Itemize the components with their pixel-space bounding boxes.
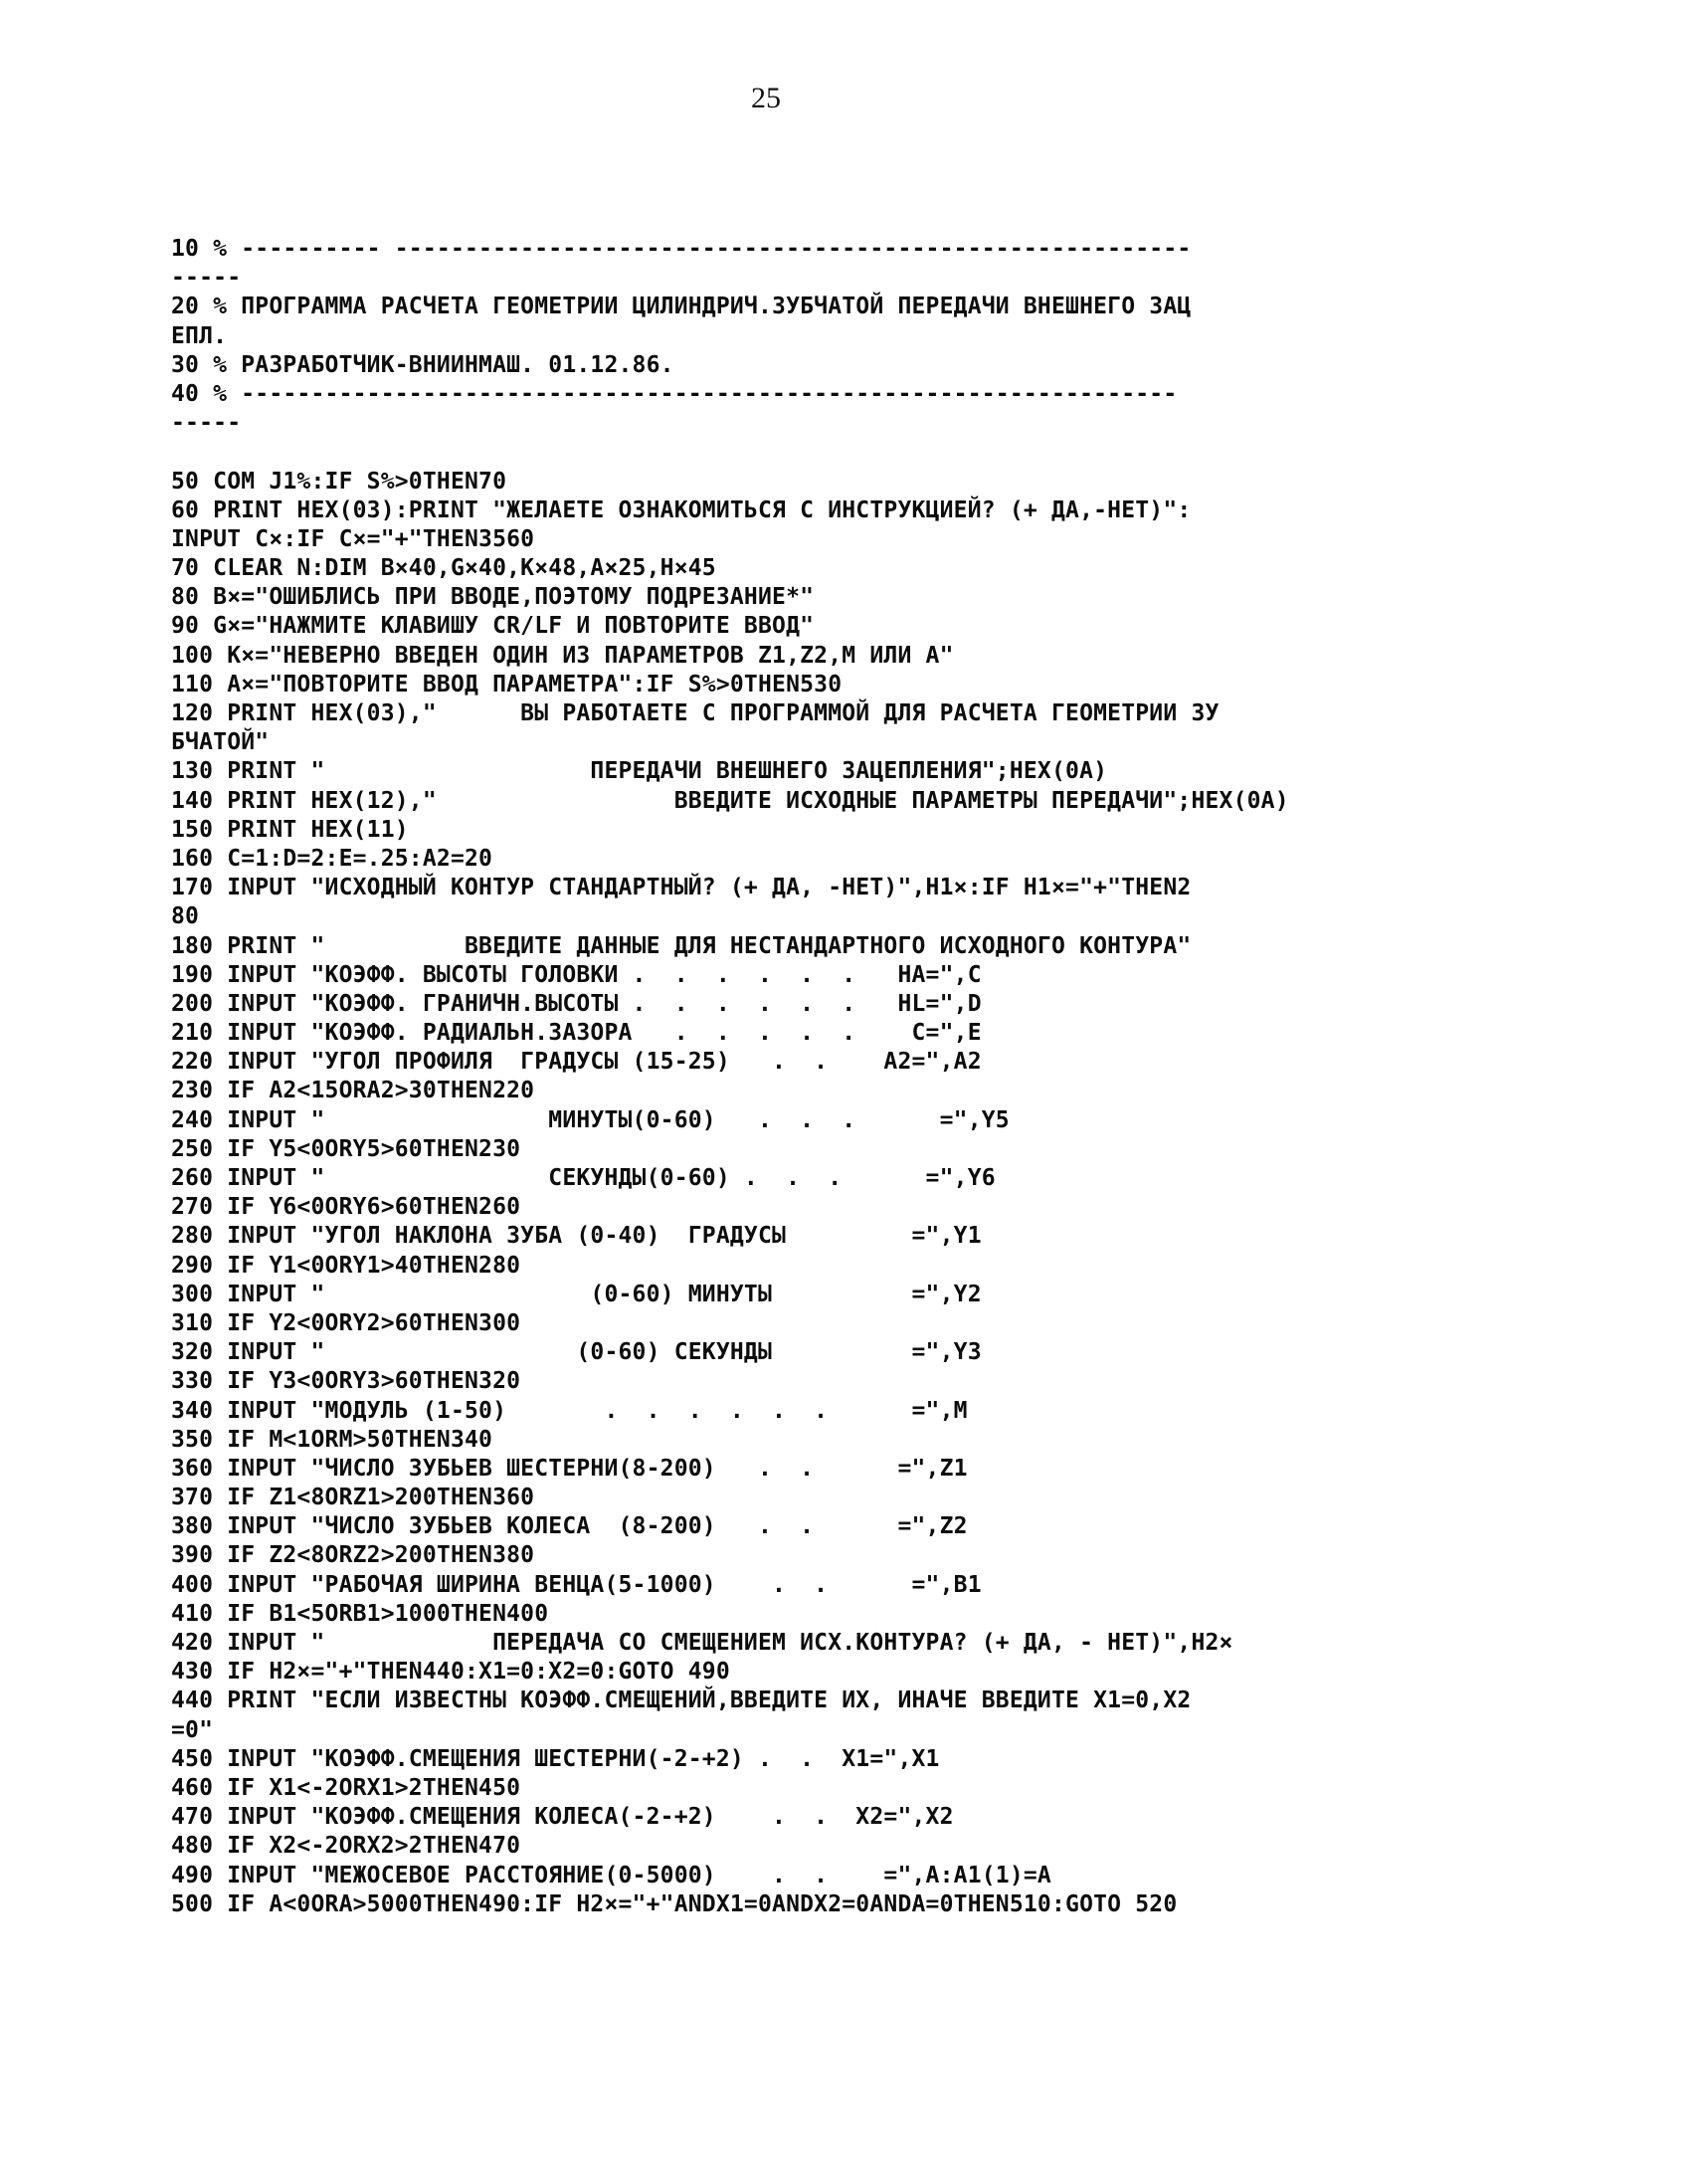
listing-line: 340 INPUT "МОДУЛЬ (1-50) . . . . . . =",M — [171, 1397, 968, 1424]
listing-line: 60 PRINT HEX(03):PRINT "ЖЕЛАЕТЕ ОЗНАКОМИТЬСЯ С ИНСТРУКЦИЕЙ? (+ ДА,-НЕТ)": — [171, 496, 1192, 523]
listing-line: ЕПЛ. — [171, 322, 228, 349]
listing-line: 170 INPUT "ИСХОДНЫЙ КОНТУР СТАНДАРТНЫЙ? (+ ДА, -НЕТ)",H1×:IF H1×="+"THEN2 — [171, 875, 1192, 901]
listing-line: 330 IF Y3<0ORY3>60THEN320 — [171, 1368, 521, 1395]
listing-line: =0" — [171, 1716, 214, 1743]
page-number: 25 — [751, 82, 781, 114]
listing-line: 10 % ---------- --------------------------------------------------------- — [171, 236, 1192, 262]
listing-line: 380 INPUT "ЧИСЛО ЗУБЬЕВ КОЛЕСА (8-200) . . =",Z2 — [171, 1513, 968, 1540]
listing-line: 220 INPUT "УГОЛ ПРОФИЛЯ ГРАДУСЫ (15-25) . . A2=",A2 — [171, 1049, 982, 1076]
listing-line: 270 IF Y6<0ORY6>60THEN260 — [171, 1194, 521, 1221]
program-listing — [171, 235, 1444, 1919]
listing-line: 120 PRINT HEX(03)," ВЫ РАБОТАЕТЕ С ПРОГРАММОЙ ДЛЯ РАСЧЕТА ГЕОМЕТРИИ ЗУ — [171, 700, 1220, 726]
listing-line: 240 INPUT " МИНУТЫ(0-60) . . . =",Y5 — [171, 1106, 1010, 1133]
listing-line: 360 INPUT "ЧИСЛО ЗУБЬЕВ ШЕСТЕРНИ(8-200) . . =",Z1 — [171, 1455, 968, 1482]
listing-line: 140 PRINT HEX(12)," ВВЕДИТЕ ИСХОДНЫЕ ПАРАМЕТРЫ ПЕРЕДАЧИ";HEX(0A) — [171, 787, 1289, 814]
listing-line: ----- — [171, 410, 242, 437]
listing-line — [171, 438, 1444, 467]
listing-line: 260 INPUT " СЕКУНДЫ(0-60) . . . =",Y6 — [171, 1165, 996, 1191]
listing-line: 70 CLEAR N:DIM B×40,G×40,K×48,A×25,H×45 — [171, 555, 716, 582]
listing-line: 410 IF B1<5ORB1>1000THEN400 — [171, 1600, 549, 1627]
listing-line: 250 IF Y5<0ORY5>60THEN230 — [171, 1135, 521, 1162]
listing-line: 420 INPUT " ПЕРЕДАЧА СО СМЕЩЕНИЕМ ИСХ.КОНТУРА? (+ ДА, - НЕТ)",H2× — [171, 1630, 1233, 1656]
listing-line: 100 K×="НЕВЕРНО ВВЕДЕН ОДИН ИЗ ПАРАМЕТРОВ Z1,Z2,M ИЛИ A" — [171, 642, 954, 669]
listing-line: 190 INPUT "КОЭФФ. ВЫСОТЫ ГОЛОВКИ . . . . . . HA=",C — [171, 961, 982, 988]
listing-line: 290 IF Y1<0ORY1>40THEN280 — [171, 1252, 521, 1279]
listing-line: ----- — [171, 265, 242, 292]
listing-line: 50 COM J1%:IF S%>0THEN70 — [171, 468, 507, 495]
listing-line: 110 A×="ПОВТОРИТЕ ВВОД ПАРАМЕТРА":IF S%>0THEN530 — [171, 671, 843, 697]
listing-line: 450 INPUT "КОЭФФ.СМЕЩЕНИЯ ШЕСТЕРНИ(-2-+2) . . X1=",X1 — [171, 1745, 940, 1772]
listing-line: 490 INPUT "МЕЖОСЕВОЕ РАССТОЯНИЕ(0-5000) . . =",A:A1(1)=A — [171, 1862, 1051, 1888]
listing-line: INPUT C×:IF C×="+"THEN3560 — [171, 525, 535, 552]
listing-line: 350 IF M<1ORM>50THEN340 — [171, 1426, 493, 1453]
listing-line: 500 IF A<0ORA>5000THEN490:IF H2×="+"ANDX1=0ANDX2=0ANDA=0THEN510:GOTO 520 — [171, 1890, 1178, 1917]
listing-line: 400 INPUT "РАБОЧАЯ ШИРИНА ВЕНЦА(5-1000) . . =",B1 — [171, 1571, 982, 1598]
listing-line: 40 % ------------------------------------------------------------------- — [171, 380, 1178, 407]
listing-line: 390 IF Z2<8ORZ2>200THEN380 — [171, 1542, 535, 1569]
listing-line: 210 INPUT "КОЭФФ. РАДИАЛЬН.ЗАЗОРА . . . . . C=",E — [171, 1020, 982, 1047]
listing-line: 280 INPUT "УГОЛ НАКЛОНА ЗУБА (0-40) ГРАДУСЫ =",Y1 — [171, 1223, 982, 1250]
listing-line: 320 INPUT " (0-60) СЕКУНДЫ =",Y3 — [171, 1339, 982, 1366]
listing-line: 460 IF X1<-2ORX1>2THEN450 — [171, 1774, 521, 1801]
listing-line: 130 PRINT " ПЕРЕДАЧИ ВНЕШНЕГО ЗАЦЕПЛЕНИЯ";HEX(0A) — [171, 758, 1108, 785]
listing-line: 470 INPUT "КОЭФФ.СМЕЩЕНИЯ КОЛЕСА(-2-+2) . . X2=",X2 — [171, 1804, 954, 1831]
listing-line: 150 PRINT HEX(11) — [171, 816, 409, 843]
listing-line: 300 INPUT " (0-60) МИНУТЫ =",Y2 — [171, 1281, 982, 1307]
listing-line: 160 C=1:D=2:E=.25:A2=20 — [171, 845, 493, 872]
listing-line: 90 G×="НАЖМИТЕ КЛАВИШУ CR/LF И ПОВТОРИТЕ ВВОД" — [171, 613, 815, 640]
listing-line: 80 — [171, 903, 200, 930]
listing-line: 200 INPUT "КОЭФФ. ГРАНИЧН.ВЫСОТЫ . . . . . . HL=",D — [171, 990, 982, 1017]
listing-line: БЧАТОЙ" — [171, 729, 270, 756]
listing-line: 370 IF Z1<8ORZ1>200THEN360 — [171, 1485, 535, 1511]
listing-line: 230 IF A2<15ORA2>30THEN220 — [171, 1078, 535, 1104]
listing-line: 440 PRINT "ЕСЛИ ИЗВЕСТНЫ КОЭФФ.СМЕЩЕНИЙ,ВВЕДИТЕ ИХ, ИНАЧЕ ВВЕДИТЕ X1=0,X2 — [171, 1688, 1192, 1714]
listing-line: 180 PRINT " ВВЕДИТЕ ДАННЫЕ ДЛЯ НЕСТАНДАРТНОГО ИСХОДНОГО КОНТУРА" — [171, 932, 1192, 959]
listing-line: 20 % ПРОГРАММА РАСЧЕТА ГЕОМЕТРИИ ЦИЛИНДРИЧ.ЗУБЧАТОЙ ПЕРЕДАЧИ ВНЕШНЕГО ЗАЦ — [171, 294, 1192, 320]
listing-line: 480 IF X2<-2ORX2>2THEN470 — [171, 1833, 521, 1860]
listing-line: 80 B×="ОШИБЛИСЬ ПРИ ВВОДЕ,ПОЭТОМУ ПОДРЕЗАНИЕ*" — [171, 584, 815, 611]
listing-line: 30 % РАЗРАБОТЧИК-ВНИИНМАШ. 01.12.86. — [171, 351, 674, 378]
listing-line: 430 IF H2×="+"THEN440:X1=0:X2=0:GOTO 490 — [171, 1659, 730, 1686]
listing-line: 310 IF Y2<0ORY2>60THEN300 — [171, 1309, 521, 1336]
